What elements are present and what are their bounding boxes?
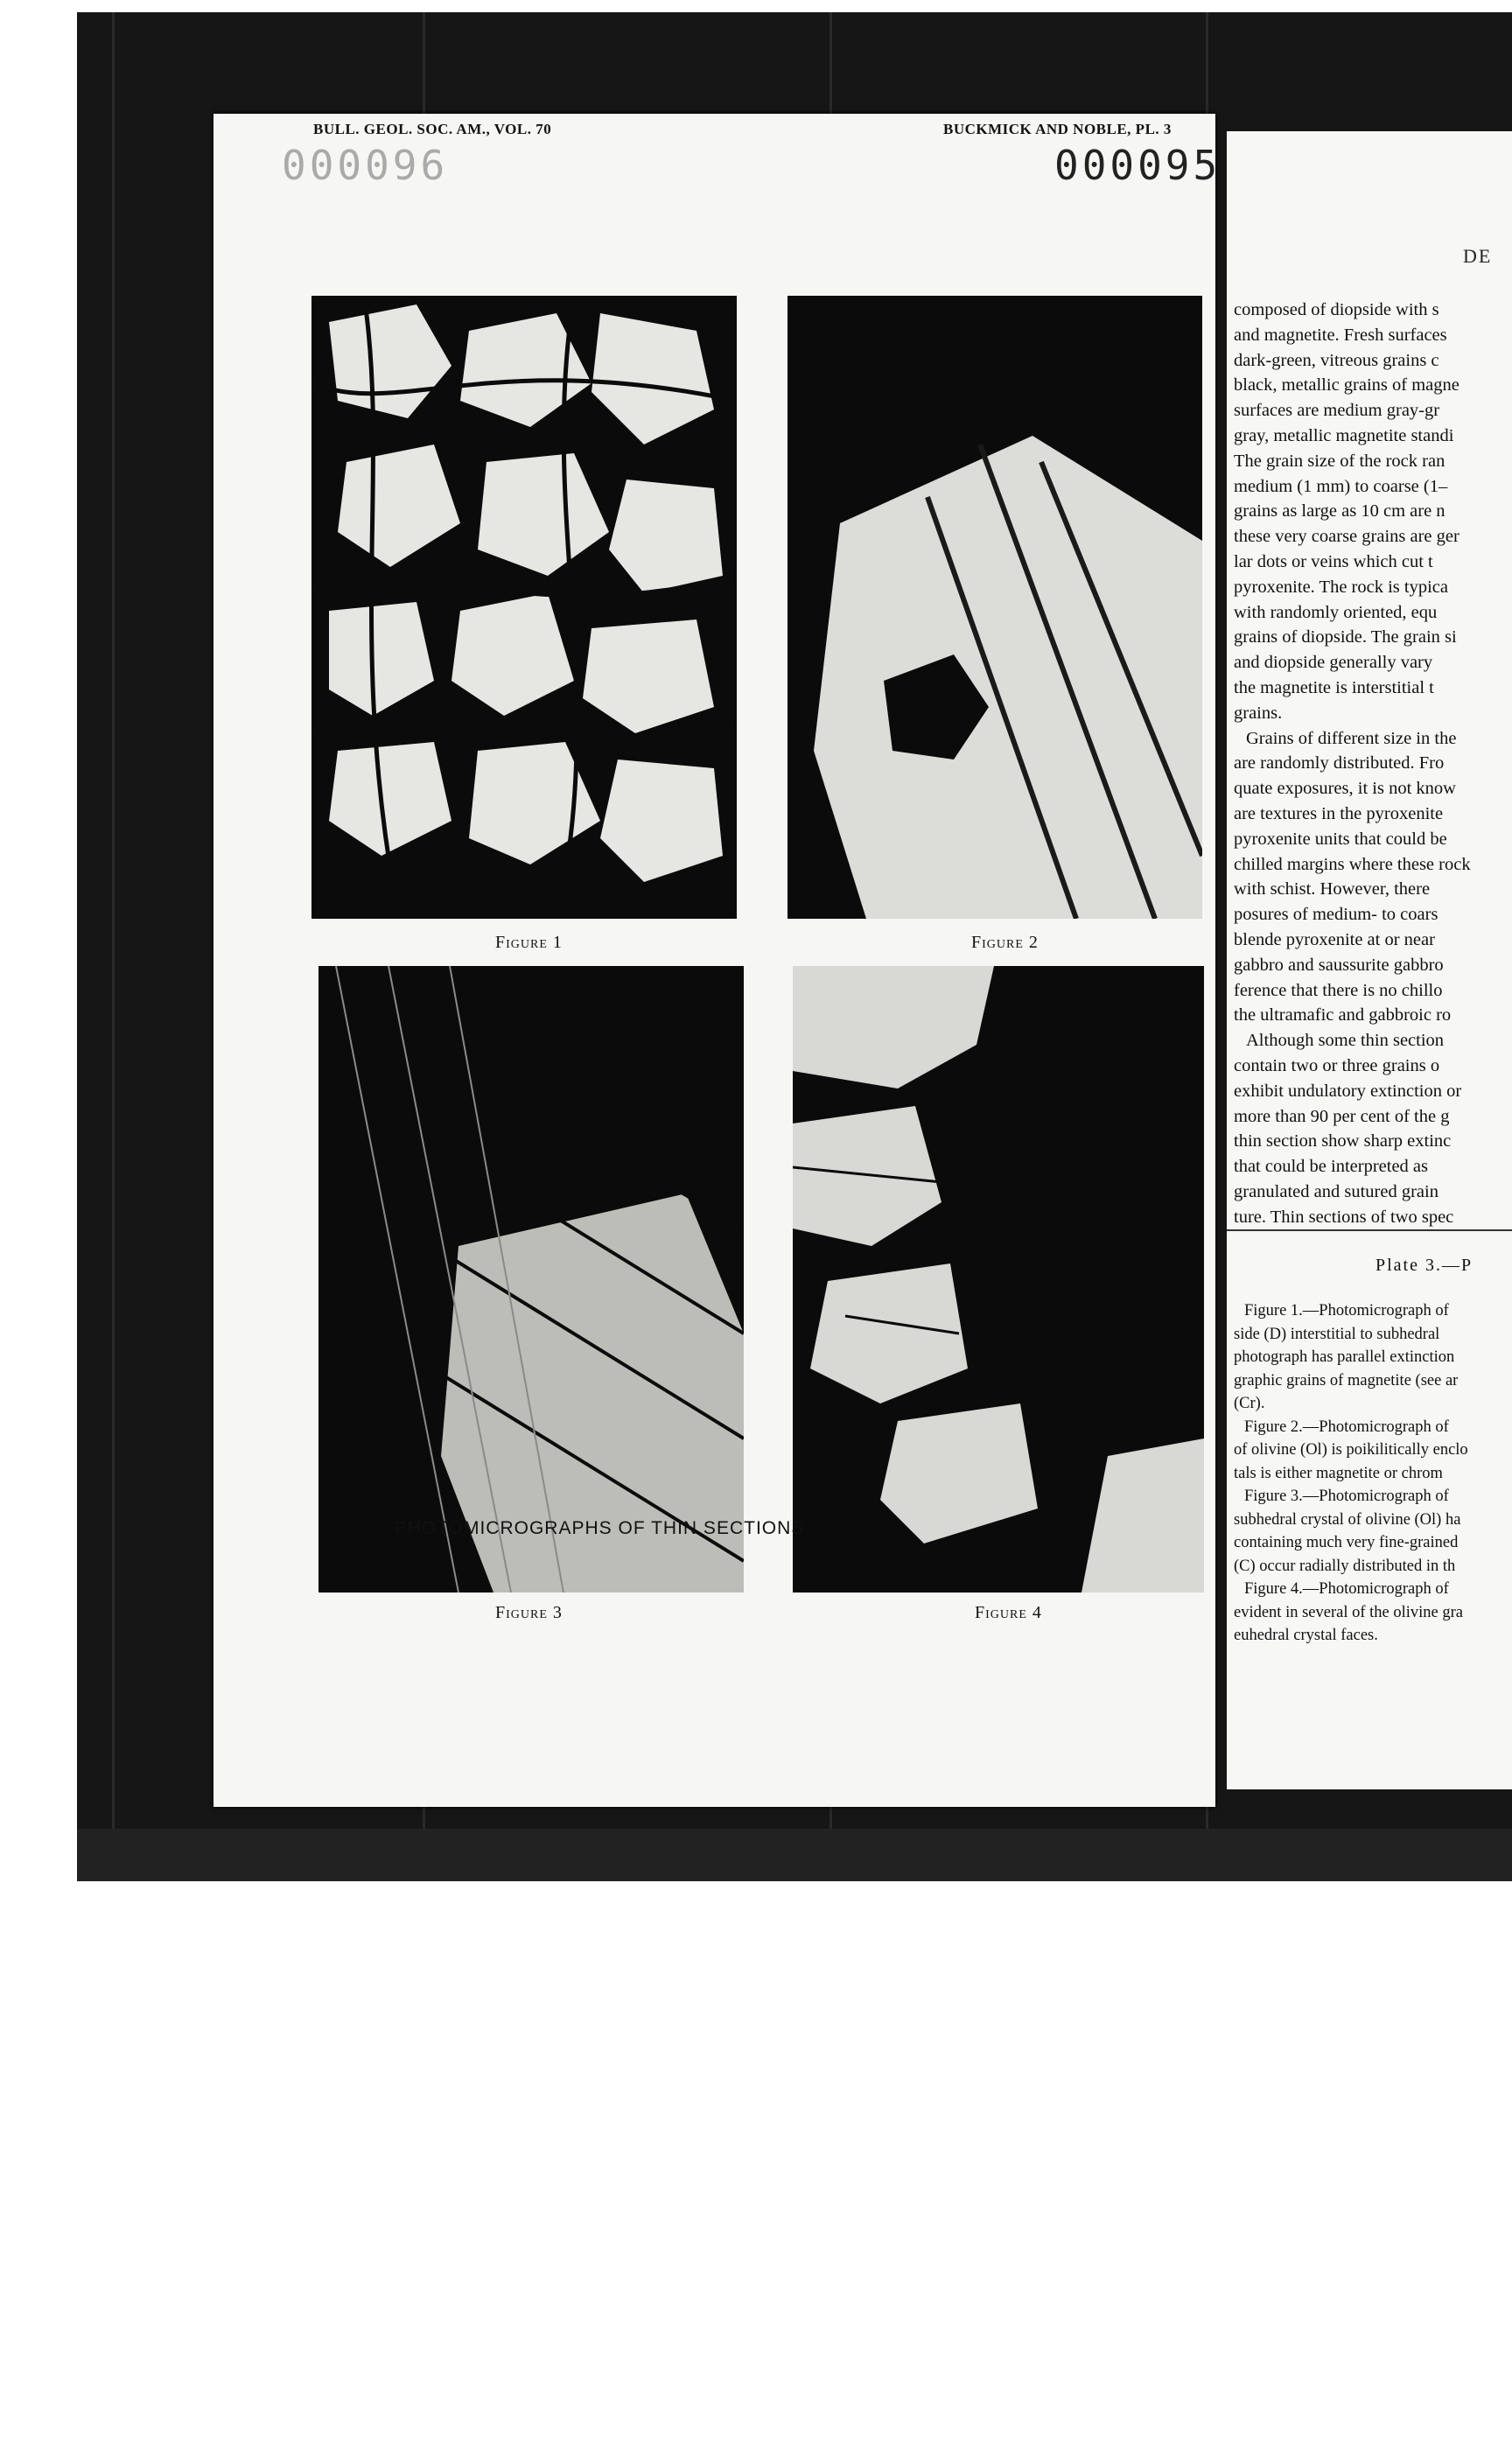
caption-heading: Plate 3.—P — [1376, 1256, 1474, 1275]
text-line: gabbro and saussurite gabbro — [1234, 955, 1444, 975]
figure-3-photomicrograph — [318, 966, 744, 1592]
text-line: and magnetite. Fresh surfaces — [1234, 325, 1447, 345]
text-line: posures of medium- to coars — [1234, 905, 1438, 925]
text-line: surfaces are medium gray-gr — [1234, 401, 1440, 421]
text-line: thin section show sharp extinc — [1234, 1131, 1452, 1152]
caption-line: tals is either magnetite or chrom — [1234, 1464, 1443, 1482]
text-line: blende pyroxenite at or near — [1234, 929, 1435, 949]
section-divider — [1227, 1229, 1512, 1231]
ghost-stamp-number: 000096 — [282, 142, 449, 189]
figure-3-label: Figure 3 — [495, 1603, 563, 1622]
text-line: granulated and sutured grain — [1234, 1181, 1438, 1201]
caption-line: (C) occur radially distributed in th — [1234, 1557, 1456, 1575]
caption-line: side (D) interstitial to subhedral — [1234, 1325, 1440, 1343]
caption-line: containing much very fine-grained — [1234, 1534, 1459, 1551]
text-line: grains. — [1234, 703, 1283, 723]
caption-line: of olivine (Ol) is poikilitically enclo — [1234, 1441, 1468, 1459]
text-line: the magnetite is interstitial t — [1234, 677, 1434, 697]
caption-line: graphic grains of magnetite (see ar — [1234, 1371, 1459, 1390]
text-line: grains of diopside. The grain si — [1234, 627, 1457, 648]
text-line: these very coarse grains are ger — [1234, 527, 1460, 547]
caption-line: Figure 4.—Photomicrograph of — [1244, 1580, 1449, 1598]
figure-2-label: Figure 2 — [971, 933, 1039, 952]
text-line: exhibit undulatory extinction or — [1234, 1081, 1462, 1101]
figure-4-photomicrograph — [793, 966, 1204, 1592]
text-line: grains as large as 10 cm are n — [1234, 501, 1446, 522]
caption-line: Figure 2.—Photomicrograph of — [1244, 1418, 1449, 1436]
caption-line: subhedral crystal of olivine (Ol) ha — [1234, 1510, 1461, 1529]
text-line: gray, metallic magnetite standi — [1234, 425, 1454, 445]
figure-2-photomicrograph — [788, 296, 1202, 919]
text-line: contain two or three grains o — [1234, 1055, 1440, 1075]
text-line: that could be interpreted as — [1234, 1157, 1428, 1177]
text-line: pyroxenite units that could be — [1234, 829, 1447, 849]
text-line: The grain size of the rock ran — [1234, 451, 1446, 471]
text-line: medium (1 mm) to coarse (1– — [1234, 476, 1448, 496]
right-page-header: DE — [1463, 245, 1493, 267]
text-line: the ultramafic and gabbroic ro — [1234, 1005, 1452, 1026]
text-line: quate exposures, it is not know — [1234, 779, 1456, 799]
text-line: ture. Thin sections of two spec — [1234, 1207, 1454, 1227]
text-line: are randomly distributed. Fro — [1234, 753, 1445, 774]
caption-line: euhedral crystal faces. — [1234, 1627, 1378, 1644]
text-line: Although some thin section — [1246, 1031, 1445, 1051]
figure-1-label: Figure 1 — [495, 933, 563, 952]
caption-line: Figure 1.—Photomicrograph of — [1244, 1302, 1449, 1320]
caption-line: Figure 3.—Photomicrograph of — [1244, 1488, 1449, 1505]
text-line: lar dots or veins which cut t — [1234, 551, 1433, 571]
text-line: and diopside generally vary — [1234, 653, 1433, 673]
scan-artifact — [112, 12, 115, 1876]
caption-line: (Cr). — [1234, 1395, 1265, 1412]
text-line: dark-green, vitreous grains c — [1234, 350, 1439, 370]
text-line: ference that there is no chillo — [1234, 980, 1443, 1000]
journal-header: BULL. GEOL. SOC. AM., VOL. 70 — [313, 121, 552, 137]
body-text-column — [1234, 298, 1512, 1229]
text-line: composed of diopside with s — [1234, 300, 1439, 319]
text-line: are textures in the pyroxenite — [1234, 803, 1444, 823]
figure-4-label: Figure 4 — [975, 1603, 1042, 1622]
text-line: Grains of different size in the — [1246, 728, 1457, 748]
text-line: black, metallic grains of magne — [1234, 375, 1460, 396]
author-header: BUCKMICK AND NOBLE, PL. 3 — [943, 121, 1172, 137]
text-line: with randomly oriented, equ — [1234, 602, 1438, 622]
figure-1-photomicrograph — [312, 296, 737, 919]
text-line: more than 90 per cent of the g — [1234, 1106, 1450, 1126]
caption-line: photograph has parallel extinction — [1234, 1348, 1455, 1366]
text-line: pyroxenite. The rock is typica — [1234, 577, 1448, 597]
plate-title: PHOTOMICROGRAPHS OF THIN SECTIONS — [394, 1518, 805, 1538]
adjacent-text-page — [1227, 131, 1512, 1789]
scan-bottom-edge — [77, 1829, 1512, 1881]
text-line: with schist. However, there — [1234, 879, 1431, 900]
caption-line: evident in several of the olivine gra — [1234, 1603, 1463, 1621]
text-line: chilled margins where these rock — [1234, 854, 1471, 874]
plate-captions — [1234, 1299, 1512, 1648]
stamp-number: 000095 — [1054, 142, 1222, 189]
